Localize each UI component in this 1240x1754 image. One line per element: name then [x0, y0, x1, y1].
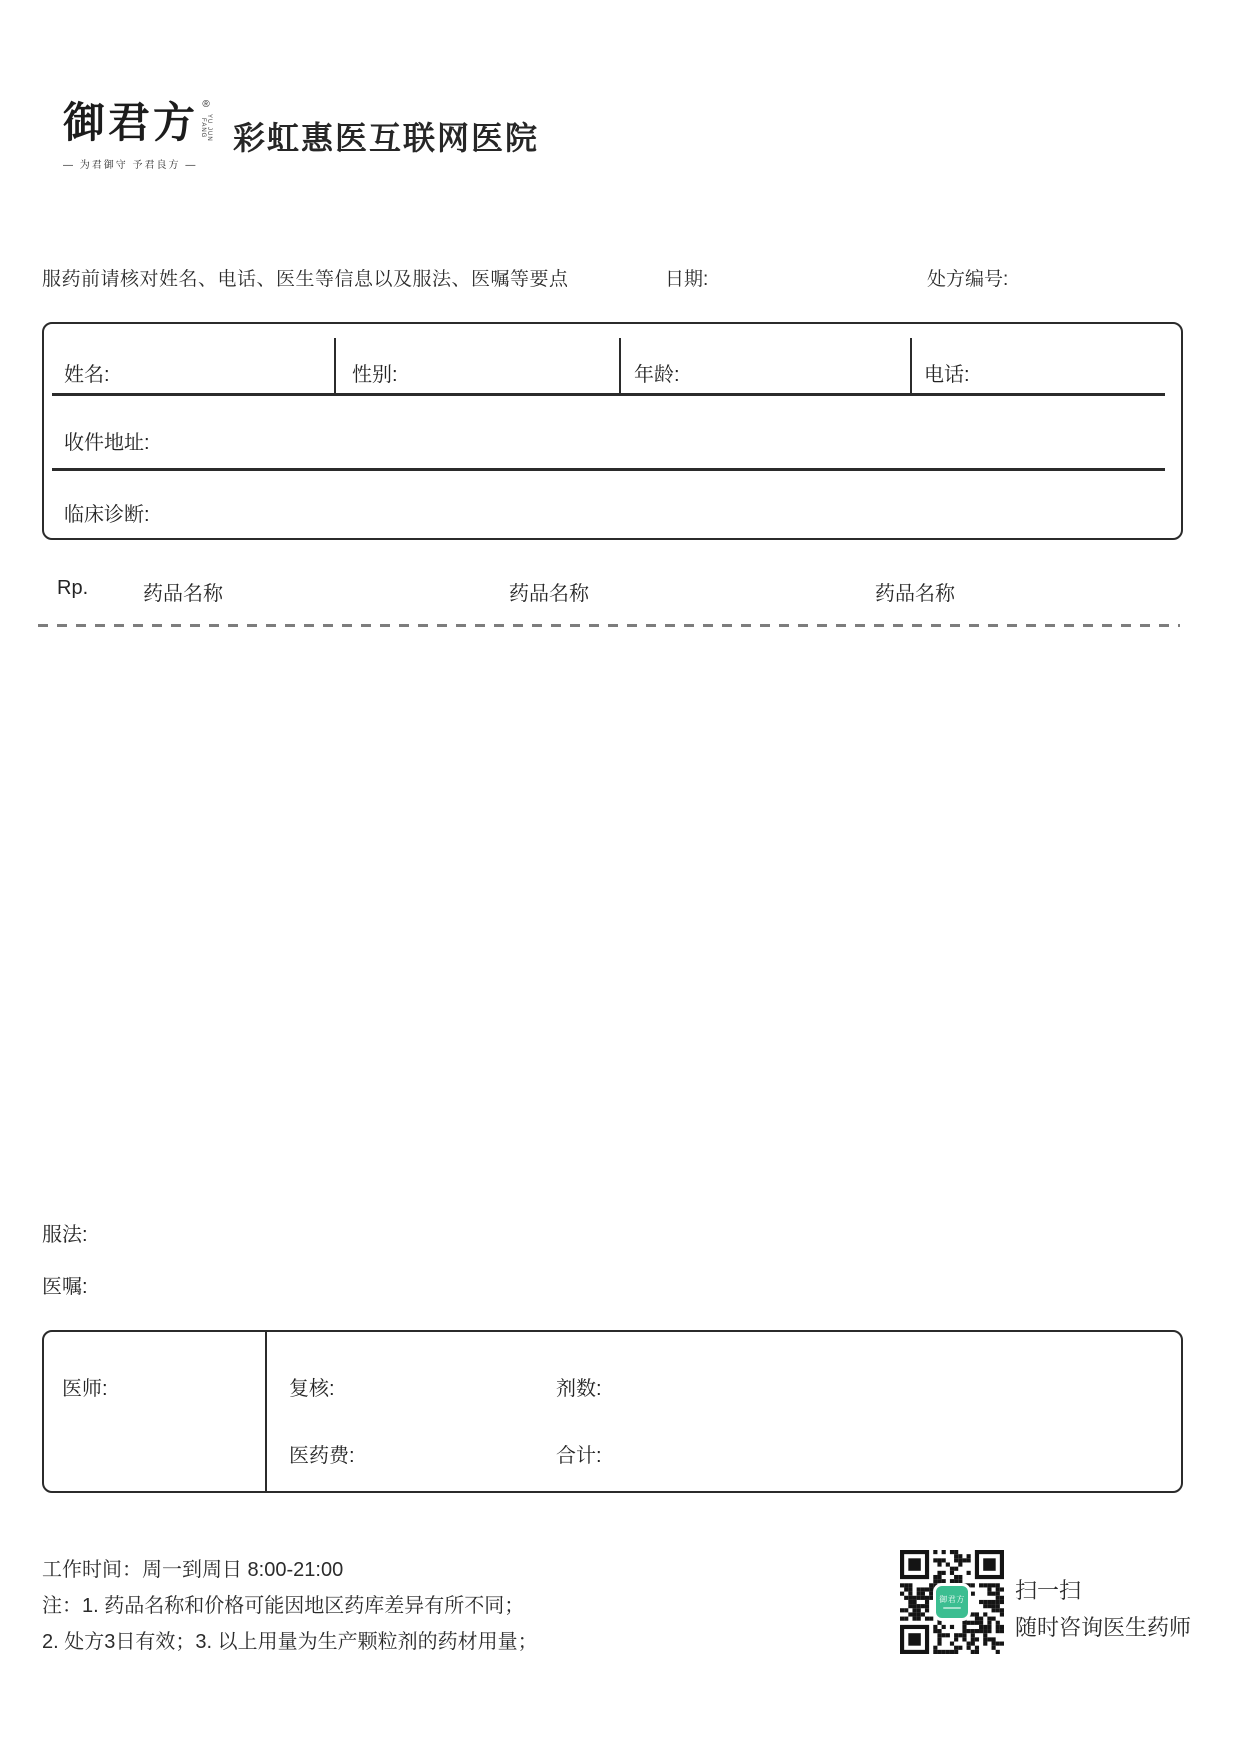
rx-number-field-label: 处方编号:: [927, 269, 1009, 290]
qr-center-logo-text: 御君方: [939, 1595, 965, 1605]
medicine-fee-label: 医药费:: [289, 1445, 355, 1467]
brand-logo-text: 御君方: [63, 98, 199, 147]
brand-romanized-text: YU JUN FANG: [200, 114, 213, 142]
dashed-separator: [38, 624, 1180, 627]
patient-gender-label: 性别:: [352, 364, 398, 386]
footer-note-line2: 2. 处方3日有效；3. 以上用量为生产颗粒剂的药材用量；: [42, 1631, 538, 1653]
qr-code: [900, 1550, 1004, 1654]
scan-description: 随时咨询医生药师: [1015, 1615, 1192, 1640]
doctor-label: 医师:: [62, 1378, 108, 1400]
drug-name-column-header: 药品名称: [143, 583, 223, 605]
qr-center-logo: [936, 1586, 968, 1618]
field-divider: [910, 338, 912, 394]
signature-box: [42, 1330, 1183, 1493]
clinical-diagnosis-label: 临床诊断:: [64, 504, 150, 526]
field-divider: [334, 338, 336, 394]
rp-label: Rp.: [57, 577, 89, 599]
total-label: 合计:: [556, 1445, 602, 1467]
patient-phone-label: 电话:: [924, 364, 970, 386]
row-divider: [52, 468, 1165, 471]
row-divider: [52, 393, 1165, 396]
hospital-name: 彩虹惠医互联网医院: [233, 120, 540, 156]
scan-label: 扫一扫: [1015, 1578, 1082, 1603]
qr-center-logo-subline: [943, 1607, 961, 1609]
prescription-header-row: [0, 577, 1240, 603]
field-divider: [619, 338, 621, 394]
registered-trademark-icon: ®: [202, 99, 210, 110]
brand-tagline: — 为君御守 予君良方 —: [63, 160, 198, 171]
verify-notice-text: 服药前请核对姓名、电话、医生等信息以及服法、医嘱等要点: [42, 269, 569, 290]
working-hours-text: 工作时间：周一到周日 8:00-21:00: [42, 1559, 344, 1581]
review-label: 复核:: [289, 1378, 335, 1400]
date-field-label: 日期:: [665, 269, 709, 290]
doctor-advice-label: 医嘱:: [42, 1276, 88, 1298]
patient-info-box: [42, 322, 1183, 540]
drug-name-column-header: 药品名称: [509, 583, 589, 605]
drug-name-column-header: 药品名称: [875, 583, 955, 605]
patient-age-label: 年龄:: [634, 364, 680, 386]
patient-name-label: 姓名:: [64, 364, 110, 386]
brand-logo-side: [200, 100, 212, 150]
usage-method-label: 服法:: [42, 1224, 88, 1246]
notice-row: [0, 264, 1240, 292]
brand-logo-block: [63, 100, 212, 171]
dose-count-label: 剂数:: [556, 1378, 602, 1400]
field-divider: [265, 1332, 267, 1491]
footer-note-line1: 注：1. 药品名称和价格可能因地区药库差异有所不同；: [42, 1595, 525, 1617]
shipping-address-label: 收件地址:: [64, 432, 150, 454]
